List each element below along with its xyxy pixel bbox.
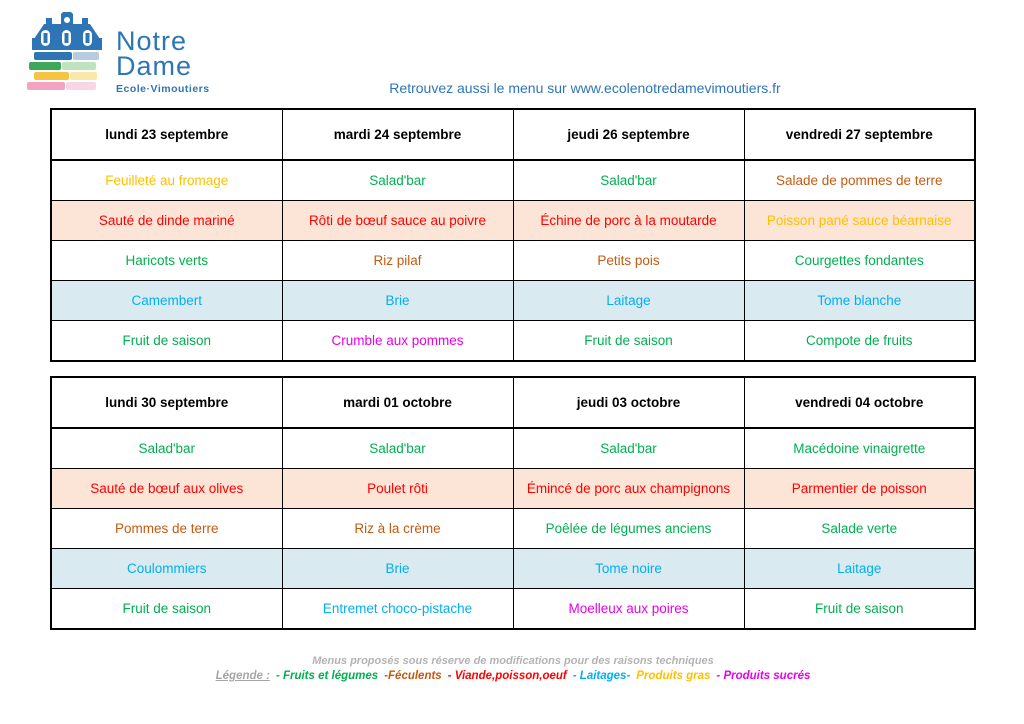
- menu-row: [51, 589, 975, 630]
- menu-cell: Tome blanche: [744, 281, 975, 321]
- logo-title-line2: Dame: [116, 51, 193, 81]
- menu-cell: Échine de porc à la moutarde: [513, 201, 744, 241]
- menu-cell: Laitage: [744, 549, 975, 589]
- legend-item: Produits gras: [636, 670, 711, 682]
- menu-cell: Salad'bar: [51, 428, 282, 469]
- logo-title-line1: Notre: [116, 26, 188, 56]
- menu-disclaimer: Menus proposés sous réserve de modifications pour des raisons techniques: [312, 655, 714, 667]
- menu-row: [51, 549, 975, 589]
- menu-row: [51, 281, 975, 321]
- menu-cell: Riz pilaf: [282, 241, 513, 281]
- menu-cell: Feuilleté au fromage: [51, 160, 282, 201]
- menu-cell: Fruit de saison: [513, 321, 744, 362]
- menu-cell: Compote de fruits: [744, 321, 975, 362]
- legend-item: - Viande,poisson,oeuf: [447, 670, 567, 682]
- menu-cell: Salad'bar: [513, 428, 744, 469]
- menu-cell: Laitage: [513, 281, 744, 321]
- menu-cell: Émincé de porc aux champignons: [513, 469, 744, 509]
- school-building-books-icon: [24, 12, 106, 97]
- menu-cell: Macédoine vinaigrette: [744, 428, 975, 469]
- menu-table-header-cell: mardi 24 septembre: [282, 109, 513, 160]
- menu-cell: Salade de pommes de terre: [744, 160, 975, 201]
- legend-item: -Féculents: [384, 670, 442, 682]
- menu-row: [51, 160, 975, 201]
- legend-item: - Laitages-: [572, 670, 631, 682]
- menu-cell: Sauté de dinde mariné: [51, 201, 282, 241]
- menu-cell: Fruit de saison: [51, 589, 282, 630]
- menu-table-header-cell: lundi 23 septembre: [51, 109, 282, 160]
- menu-row: [51, 321, 975, 362]
- menu-cell: Courgettes fondantes: [744, 241, 975, 281]
- menu-table-week1: [50, 108, 976, 362]
- menu-table-header-cell: jeudi 03 octobre: [513, 377, 744, 428]
- menu-cell: Poêlée de légumes anciens: [513, 509, 744, 549]
- menu-cell: Sauté de bœuf aux olives: [51, 469, 282, 509]
- menu-cell: Petits pois: [513, 241, 744, 281]
- menu-table-header-cell: vendredi 04 octobre: [744, 377, 975, 428]
- menu-cell: Salade verte: [744, 509, 975, 549]
- menu-cell: Riz à la crème: [282, 509, 513, 549]
- menu-table-header-cell: mardi 01 octobre: [282, 377, 513, 428]
- menu-table-header-cell: lundi 30 septembre: [51, 377, 282, 428]
- menu-cell: Salad'bar: [282, 428, 513, 469]
- legend-line: [50, 670, 976, 682]
- menu-table-header-cell: vendredi 27 septembre: [744, 109, 975, 160]
- menu-row: [51, 469, 975, 509]
- menu-footer: [50, 655, 976, 682]
- menu-cell: Tome noire: [513, 549, 744, 589]
- menu-cell: Rôti de bœuf sauce au poivre: [282, 201, 513, 241]
- menu-website-link[interactable]: Retrouvez aussi le menu sur www.ecolenotredamevimoutiers.fr: [389, 80, 781, 96]
- menu-cell: Pommes de terre: [51, 509, 282, 549]
- menu-cell: Camembert: [51, 281, 282, 321]
- menu-cell: Poisson pané sauce béarnaise: [744, 201, 975, 241]
- menu-cell: Brie: [282, 281, 513, 321]
- menu-cell: Fruit de saison: [744, 589, 975, 630]
- menu-cell: Brie: [282, 549, 513, 589]
- menu-cell: Haricots verts: [51, 241, 282, 281]
- menu-cell: Poulet rôti: [282, 469, 513, 509]
- legend-title: Légende :: [215, 670, 270, 682]
- menu-cell: Fruit de saison: [51, 321, 282, 362]
- menu-cell: Entremet choco-pistache: [282, 589, 513, 630]
- menu-cell: Salad'bar: [282, 160, 513, 201]
- menu-cell: Salad'bar: [513, 160, 744, 201]
- menu-row: [51, 241, 975, 281]
- menu-row: [51, 509, 975, 549]
- menu-cell: Crumble aux pommes: [282, 321, 513, 362]
- menu-cell: Parmentier de poisson: [744, 469, 975, 509]
- menu-tables: [50, 108, 976, 644]
- legend-item: - Fruits et légumes: [275, 670, 379, 682]
- menu-cell: Moelleux aux poires: [513, 589, 744, 630]
- legend-item: - Produits sucrés: [716, 670, 811, 682]
- menu-cell: Coulommiers: [51, 549, 282, 589]
- logo-subtitle: Ecole·Vimoutiers: [116, 83, 210, 95]
- menu-table-header-cell: jeudi 26 septembre: [513, 109, 744, 160]
- menu-row: [51, 201, 975, 241]
- menu-row: [51, 428, 975, 469]
- menu-table-week2: [50, 376, 976, 630]
